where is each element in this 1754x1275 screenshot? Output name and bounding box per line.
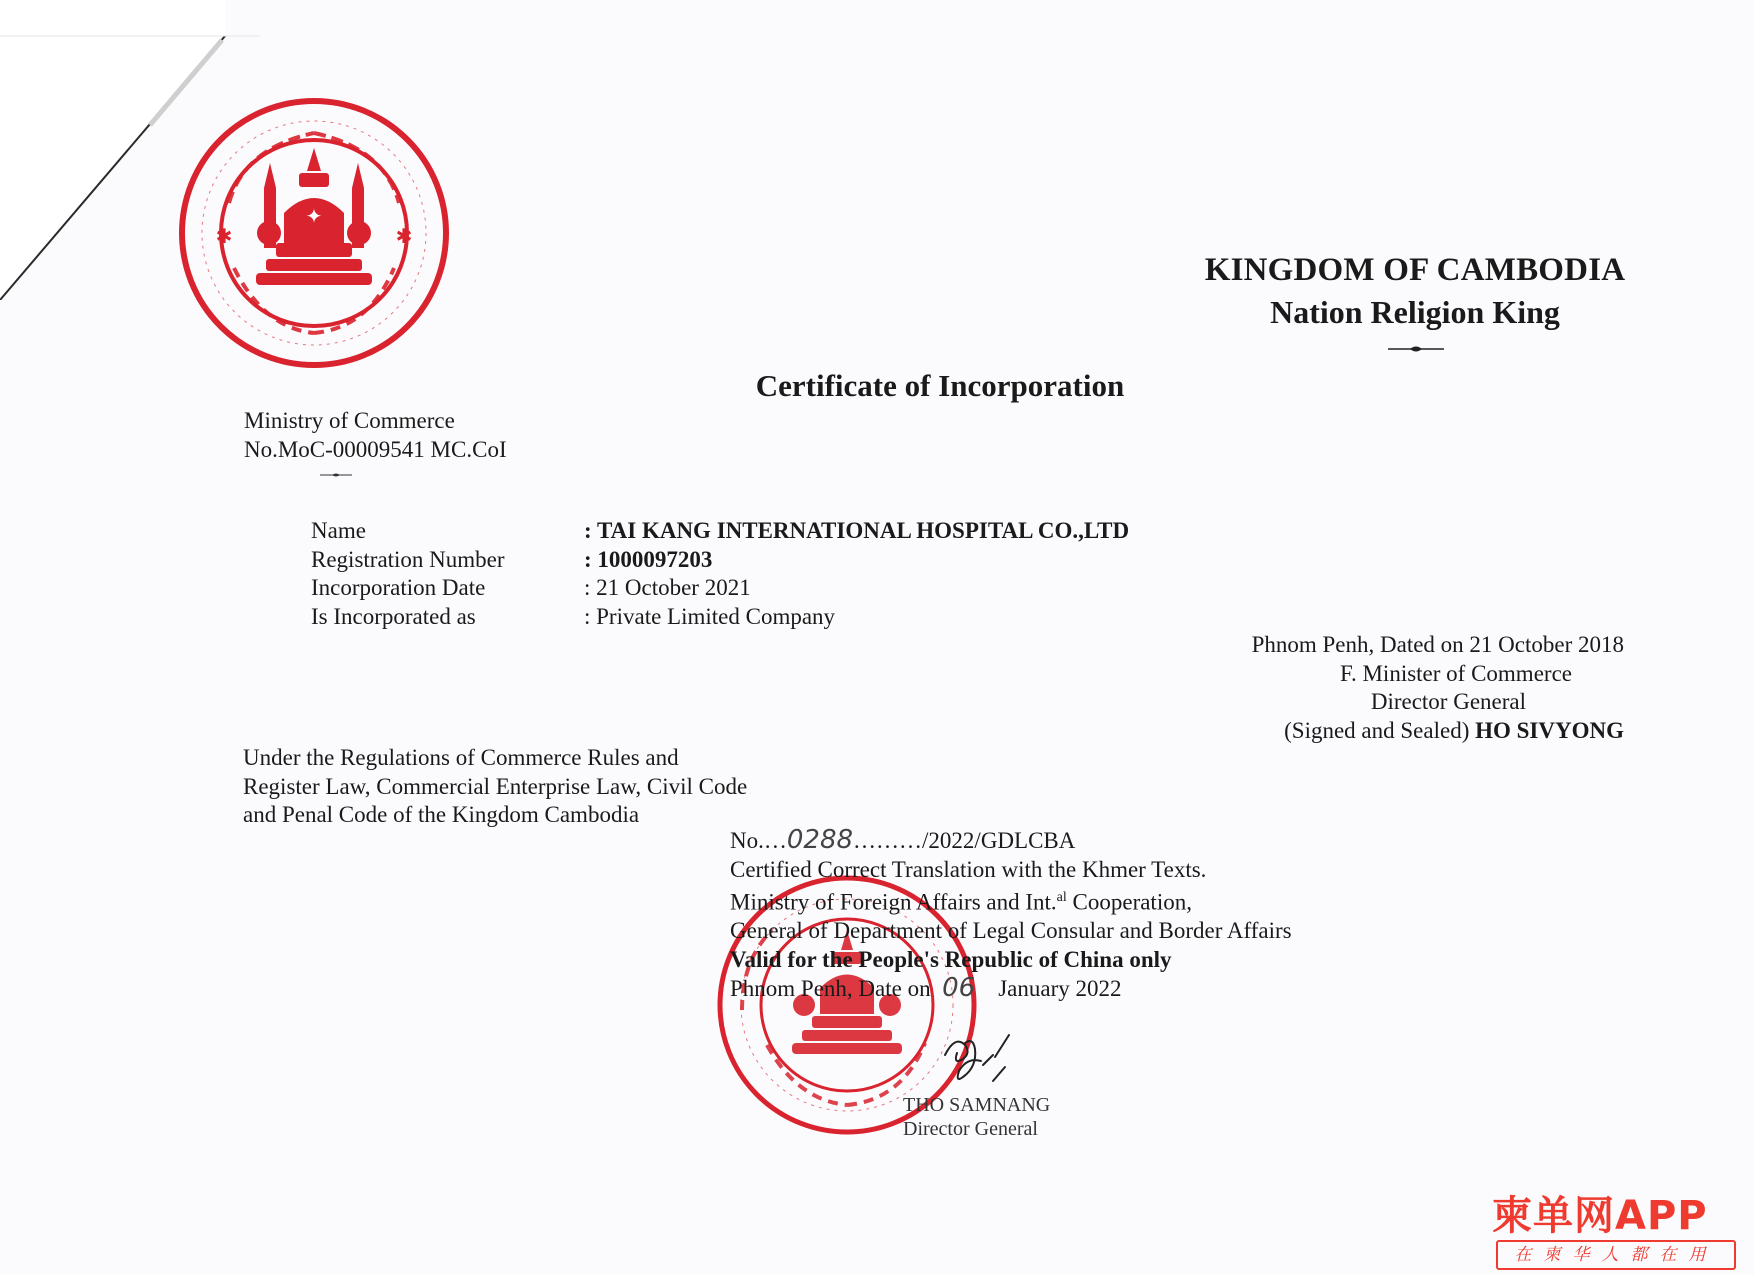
ornament-divider xyxy=(1388,345,1444,353)
field-row-date xyxy=(311,574,1129,603)
dated-minister: F. Minister of Commerce xyxy=(1340,660,1572,686)
field-value: : Private Limited Company xyxy=(584,603,836,629)
document-title: Certificate of Incorporation xyxy=(755,368,1125,403)
app-watermark xyxy=(1492,1184,1740,1270)
cert-ministry-suffix: Cooperation, xyxy=(1066,889,1192,915)
cert-ministry-line xyxy=(730,884,1292,917)
field-row-name xyxy=(311,517,1129,546)
cert-no-prefix: No.… xyxy=(730,828,787,853)
cert-date-suffix: January 2022 xyxy=(998,976,1122,1002)
dated-line: Phnom Penh, Dated on 21 October 2018 xyxy=(1251,632,1624,657)
signatory-title: Director General xyxy=(903,1118,1038,1140)
field-label: Registration Number xyxy=(311,546,505,572)
signatory-block xyxy=(903,1093,1050,1141)
issuer-block xyxy=(244,406,507,464)
cert-translation-line: Certified Correct Translation with the Khmer Texts. xyxy=(730,856,1207,882)
cert-department-line: General of Department of Legal Consular and Border Affairs xyxy=(730,918,1292,944)
cert-number-line xyxy=(730,826,1292,856)
watermark-slogan: 在柬华人都在用 xyxy=(1496,1240,1736,1270)
ministry-seal-top xyxy=(174,93,454,373)
regulations-block xyxy=(243,744,747,830)
signed-prefix: (Signed and Sealed) xyxy=(1284,717,1476,743)
svg-text:✦: ✦ xyxy=(305,204,323,228)
watermark-brand: 柬单网APP xyxy=(1492,1193,1708,1239)
certificate-number: No.MoC-00009541 MC.CoI xyxy=(244,437,507,462)
cert-date-handwritten: 06 xyxy=(942,973,976,1004)
cert-date-line xyxy=(730,974,1292,1004)
field-row-type xyxy=(311,603,1129,632)
company-fields xyxy=(311,517,1129,631)
signer-name: HO SIVYONG xyxy=(1475,717,1624,743)
national-motto: Nation Religion King xyxy=(1270,294,1560,330)
cert-date-prefix: Phnom Penh, Date on xyxy=(730,976,931,1002)
cert-no-handwritten: 0288 xyxy=(786,825,854,855)
dated-director: Director General xyxy=(1370,689,1526,714)
ornament-divider-small xyxy=(320,472,352,478)
svg-text:✱: ✱ xyxy=(395,224,413,248)
field-value: : TAI KANG INTERNATIONAL HOSPITAL CO.,LTD xyxy=(584,518,1130,543)
field-value: : 1000097203 xyxy=(584,546,713,572)
signatory-name: THO SAMNANG xyxy=(903,1094,1051,1116)
dated-signed xyxy=(1190,717,1624,746)
regulation-line: Under the Regulations of Commerce Rules and xyxy=(243,745,679,770)
handwritten-signature xyxy=(935,1025,1015,1095)
cert-no-suffix: ………/2022/GDLCBA xyxy=(853,828,1076,853)
field-label: Is Incorporated as xyxy=(311,603,476,629)
regulation-line: and Penal Code of the Kingdom Cambodia xyxy=(243,802,640,827)
field-label: Name xyxy=(311,518,366,543)
field-value: : 21 October 2021 xyxy=(584,575,751,600)
field-row-registration xyxy=(311,546,1129,575)
regulation-line: Register Law, Commercial Enterprise Law, Civil Code xyxy=(243,773,748,799)
country-heading: KINGDOM OF CAMBODIA xyxy=(1204,252,1626,288)
dated-block xyxy=(1190,631,1624,745)
svg-text:✱: ✱ xyxy=(215,224,233,248)
certification-block xyxy=(730,826,1292,1004)
field-label: Incorporation Date xyxy=(311,575,486,600)
cert-ministry-prefix: Ministry of Foreign Affairs and Int. xyxy=(730,889,1057,915)
cert-validity-line: Valid for the People's Republic of China only xyxy=(730,946,1172,972)
issuer-ministry: Ministry of Commerce xyxy=(244,408,455,433)
cert-ministry-sup: al xyxy=(1056,890,1067,905)
